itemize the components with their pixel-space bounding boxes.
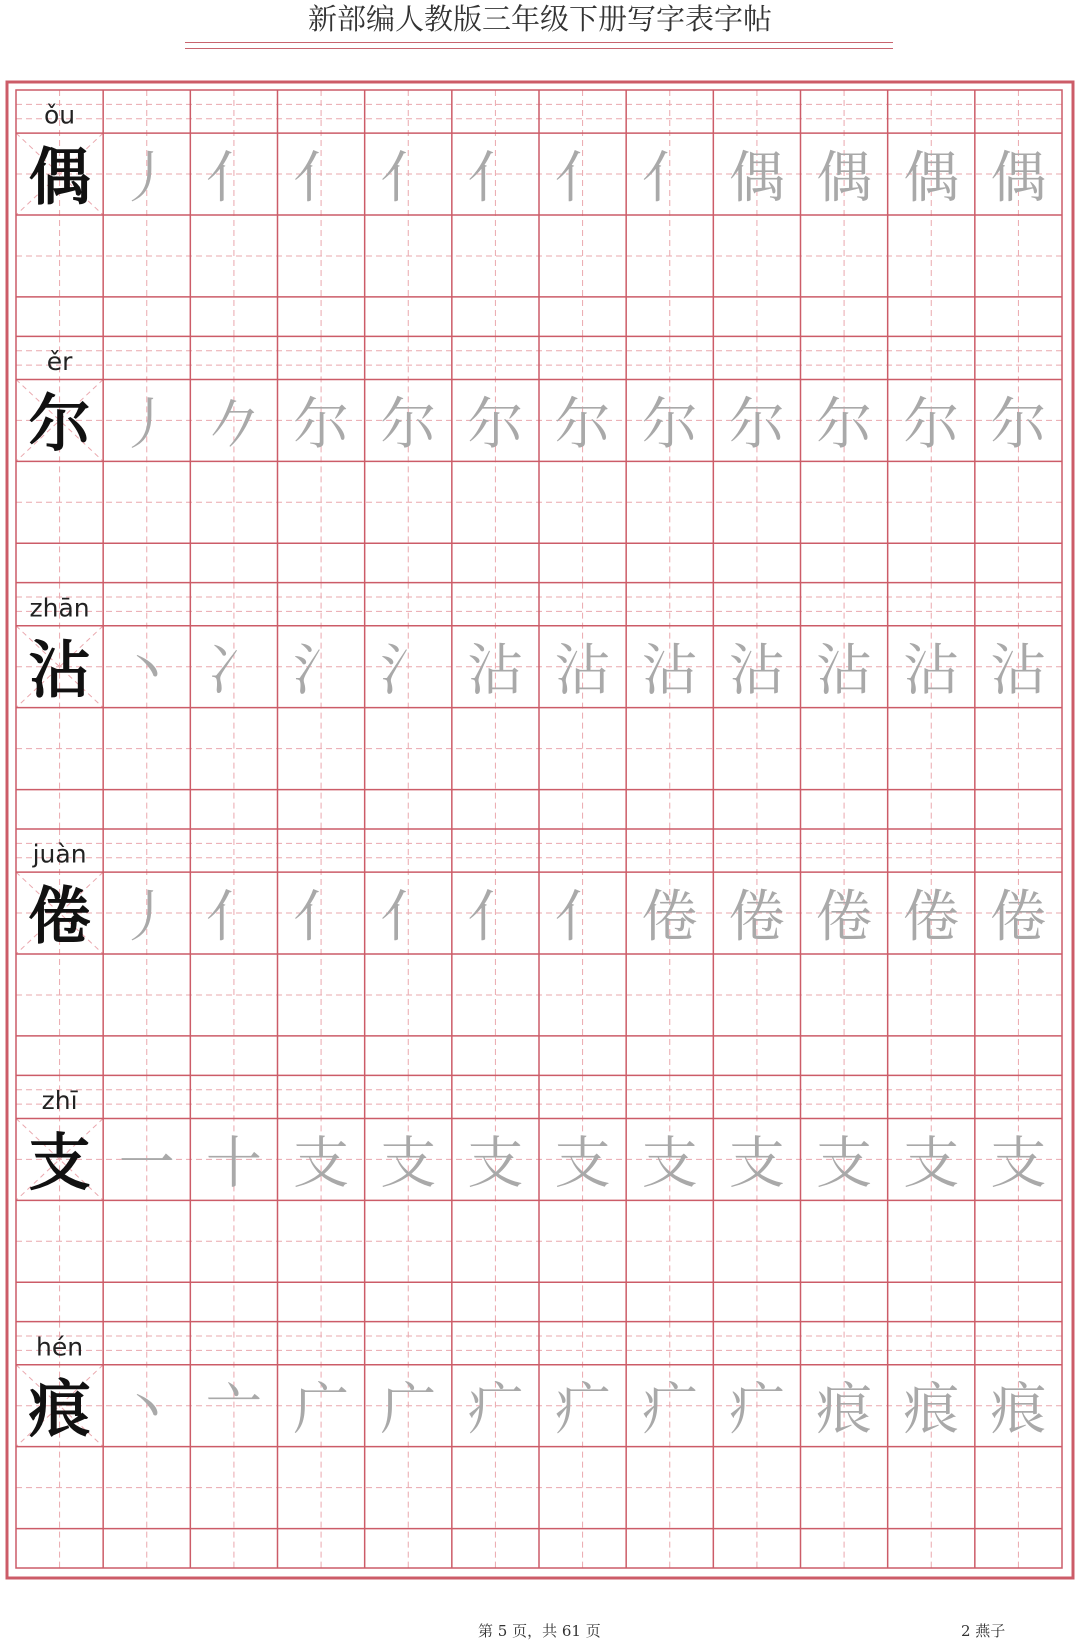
pinyin-label: hén xyxy=(36,1332,84,1362)
stroke-step-character: 亻 xyxy=(641,145,698,211)
page-title: 新部编人教版三年级下册写字表字帖 xyxy=(307,2,772,36)
model-character: 偶 xyxy=(28,140,91,214)
model-character: 痕 xyxy=(28,1372,91,1446)
stroke-step-character: 亻 xyxy=(380,145,437,211)
copybook-grid xyxy=(5,80,1075,1580)
stroke-step-character: 尔 xyxy=(816,392,873,458)
pinyin-label: zhān xyxy=(29,593,90,623)
stroke-step-character: 亻 xyxy=(467,145,524,211)
stroke-step-character: 疒 xyxy=(467,1377,524,1443)
stroke-step-character: 尔 xyxy=(990,392,1047,458)
stroke-step-character: 广 xyxy=(293,1377,350,1443)
title-underline xyxy=(185,42,893,43)
stroke-step-character: 支 xyxy=(641,1131,698,1197)
stroke-step-character: 尔 xyxy=(293,392,350,458)
stroke-step-character: 支 xyxy=(728,1131,785,1197)
stroke-step-character: 支 xyxy=(816,1131,873,1197)
stroke-step-character: 偶 xyxy=(990,145,1047,211)
stroke-step-character: 支 xyxy=(467,1131,524,1197)
stroke-step-character: 亻 xyxy=(554,145,611,211)
stroke-step-character: 沾 xyxy=(816,638,873,704)
model-character: 沾 xyxy=(28,633,91,707)
stroke-step-character: 亻 xyxy=(293,884,350,950)
pinyin-label: juàn xyxy=(32,839,87,869)
stroke-step-character: 尔 xyxy=(554,392,611,458)
stroke-step-character: 支 xyxy=(903,1131,960,1197)
stroke-step-character: 尔 xyxy=(903,392,960,458)
stroke-step-character: 尔 xyxy=(641,392,698,458)
stroke-step-character: 疒 xyxy=(728,1377,785,1443)
stroke-step-character: 沾 xyxy=(467,638,524,704)
stroke-step-character: 一 xyxy=(118,1131,175,1197)
stroke-step-character: 偶 xyxy=(728,145,785,211)
stroke-step-character: 尔 xyxy=(380,392,437,458)
stroke-step-character: 亻 xyxy=(205,884,262,950)
pinyin-label: ǒu xyxy=(44,100,76,130)
stroke-step-character: 沾 xyxy=(554,638,611,704)
stroke-step-character: 痕 xyxy=(903,1377,960,1443)
stroke-step-character: 沾 xyxy=(990,638,1047,704)
stroke-step-character: 偶 xyxy=(816,145,873,211)
outer-border xyxy=(7,82,1073,1578)
stroke-step-character: 支 xyxy=(554,1131,611,1197)
stroke-step-character: 疒 xyxy=(554,1377,611,1443)
pinyin-label: zhī xyxy=(41,1085,78,1115)
stroke-step-character: 倦 xyxy=(816,884,873,950)
stroke-step-character: 亻 xyxy=(380,884,437,950)
pinyin-label: ěr xyxy=(46,346,73,376)
stroke-step-character: 亻 xyxy=(467,884,524,950)
page-number: 第 5 页，共 61 页 xyxy=(478,1622,601,1640)
stroke-step-character: 丿 xyxy=(118,392,175,458)
stroke-step-character: 沾 xyxy=(903,638,960,704)
stroke-step-character: 沾 xyxy=(728,638,785,704)
model-character: 倦 xyxy=(28,879,91,953)
stroke-step-character: 尔 xyxy=(728,392,785,458)
author-label: 2 燕子 xyxy=(961,1622,1006,1640)
stroke-step-character: 痕 xyxy=(816,1377,873,1443)
stroke-step-character: 支 xyxy=(380,1131,437,1197)
model-character: 支 xyxy=(28,1125,91,1199)
stroke-step-character: 丶 xyxy=(118,638,175,704)
stroke-step-character: 疒 xyxy=(641,1377,698,1443)
stroke-step-character: 十 xyxy=(205,1131,262,1197)
stroke-step-character: 痕 xyxy=(990,1377,1047,1443)
stroke-step-character: 尔 xyxy=(467,392,524,458)
stroke-step-character: 氵 xyxy=(380,638,437,704)
stroke-step-character: 冫 xyxy=(205,638,262,704)
stroke-step-character: 丶 xyxy=(118,1377,175,1443)
stroke-step-character: 亻 xyxy=(293,145,350,211)
stroke-step-character: 偶 xyxy=(903,145,960,211)
model-character: 尔 xyxy=(28,386,91,460)
stroke-step-character: 倦 xyxy=(903,884,960,950)
stroke-step-character: 丿 xyxy=(118,145,175,211)
stroke-step-character: 倦 xyxy=(728,884,785,950)
stroke-step-character: 倦 xyxy=(641,884,698,950)
grid-text xyxy=(29,101,1047,1446)
stroke-step-character: 𠂊 xyxy=(205,392,262,458)
stroke-step-character: 倦 xyxy=(990,884,1047,950)
stroke-step-character: 支 xyxy=(990,1131,1047,1197)
stroke-step-character: 亻 xyxy=(205,145,262,211)
stroke-step-character: 亠 xyxy=(205,1377,262,1443)
stroke-step-character: 沾 xyxy=(641,638,698,704)
stroke-step-character: 氵 xyxy=(293,638,350,704)
stroke-step-character: 支 xyxy=(293,1131,350,1197)
grid-lines xyxy=(7,82,1073,1578)
stroke-step-character: 亻 xyxy=(554,884,611,950)
stroke-step-character: 广 xyxy=(380,1377,437,1443)
title-underline-second xyxy=(185,48,893,49)
stroke-step-character: 丿 xyxy=(118,884,175,950)
